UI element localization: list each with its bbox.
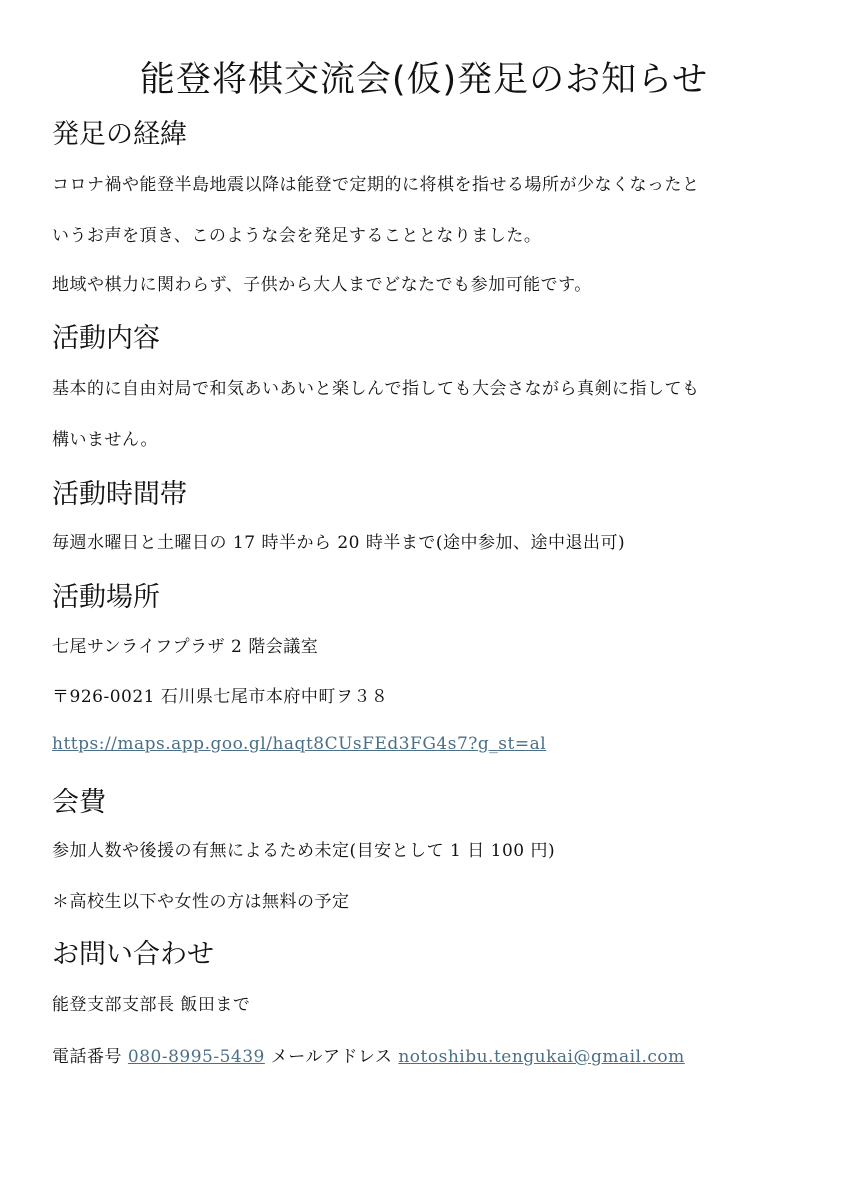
venue-map-line [52,734,546,754]
phone-label: 電話番号 [52,1047,122,1067]
contact-person: 能登支部支部長 飯田まで [52,995,251,1015]
heading-schedule: 活動時間帯 [52,479,187,510]
heading-venue: 活動場所 [52,582,160,613]
heading-fee: 会費 [52,787,106,818]
email-link[interactable]: notoshibu.tengukai@gmail.com [398,1047,685,1067]
activity-line-2: 構いません。 [52,430,159,450]
page-title: 能登将棋交流会(仮)発足のお知らせ [139,60,709,100]
heading-background: 発足の経緯 [52,119,187,150]
background-line-1: コロナ禍や能登半島地震以降は能登で定期的に将棋を指せる場所が少なくなったと [52,175,700,195]
map-link[interactable]: https://maps.app.goo.gl/haqt8CUsFEd3FG4s7?g_st=al [52,734,547,754]
background-line-3: 地域や棋力に関わらず、子供から大人までどなたでも参加可能です。 [52,275,592,295]
venue-name: 七尾サンライフプラザ 2 階会議室 [52,637,319,657]
fee-line-1: 参加人数や後援の有無によるため未定(目安として 1 日 100 円) [52,841,556,861]
email-label: メールアドレス [270,1047,393,1067]
schedule-line: 毎週水曜日と土曜日の 17 時半から 20 時半まで(途中参加、途中退出可) [52,533,626,553]
heading-contact: お問い合わせ [52,939,214,970]
phone-link[interactable]: 080-8995-5439 [127,1047,265,1067]
venue-address: 〒926-0021 石川県七尾市本府中町ヲ３８ [52,687,389,707]
contact-line [52,1042,685,1067]
activity-line-1: 基本的に自由対局で和気あいあいと楽しんで指しても大会さながら真剣に指しても [52,379,700,399]
background-line-2: いうお声を頂き、このような会を発足することとなりました。 [52,226,542,246]
fee-line-2: ＊高校生以下や女性の方は無料の予定 [52,892,350,912]
heading-activity: 活動内容 [52,323,160,354]
